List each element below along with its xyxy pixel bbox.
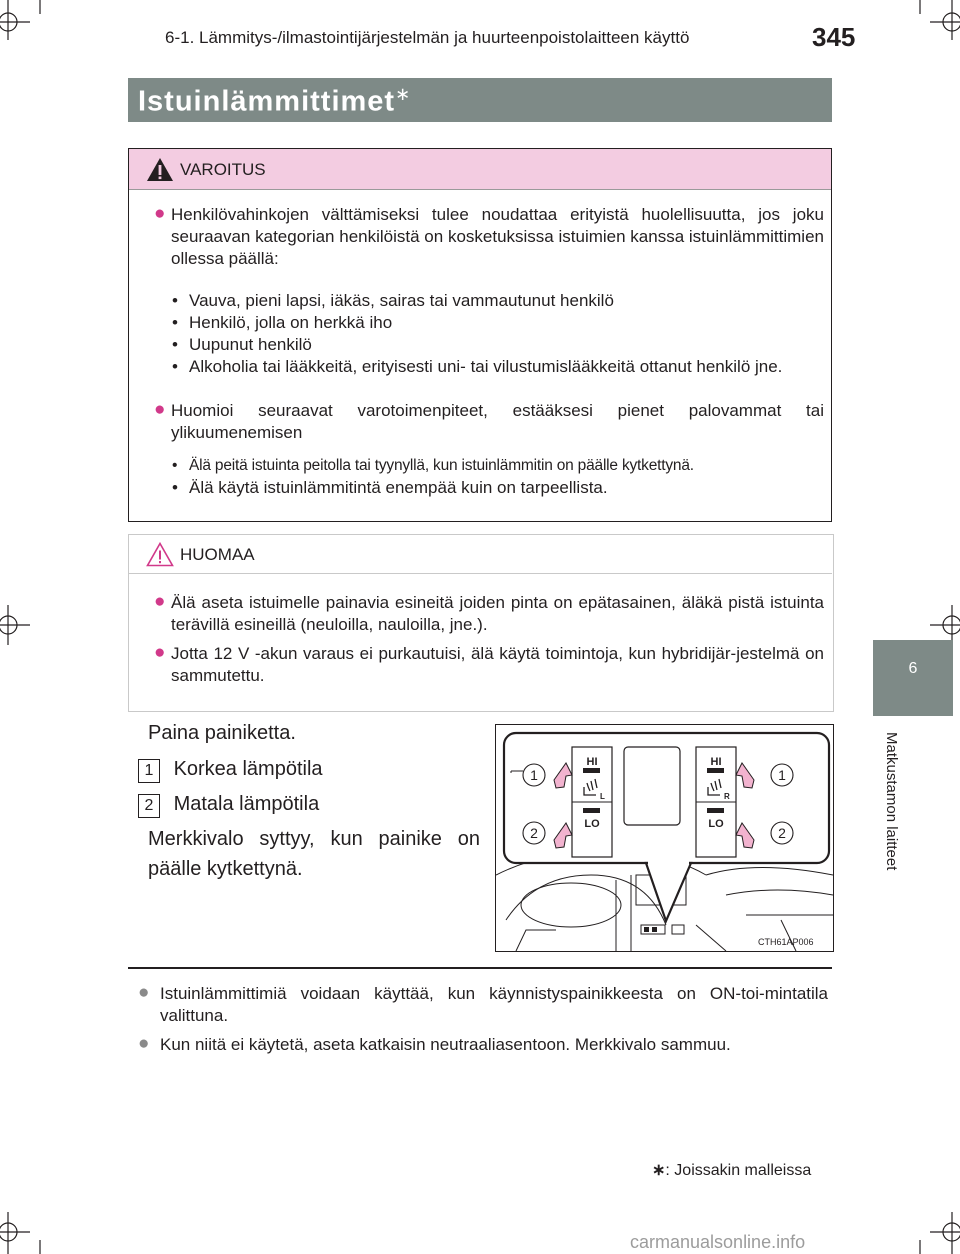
callout-1-right: 1: [778, 767, 786, 783]
bullet-icon: ●: [154, 203, 166, 224]
notice-item: [148, 643, 824, 687]
step-number: 1: [138, 759, 160, 783]
indicator-text: Merkkivalo syttyy, kun painike on: [148, 828, 480, 850]
footnote: ∗: Joissakin malleissa: [652, 1162, 812, 1179]
step-item: [138, 793, 319, 818]
lo-label-right: LO: [708, 818, 724, 830]
notice-item-text: Jotta 12 V -akun varaus ei purkautuisi, älä käytä toimintoja, kun hybridijär-jestelmä on sammutettu.: [171, 644, 824, 685]
bullet-icon: ●: [154, 591, 166, 612]
step-item: [138, 758, 323, 783]
notice-heading: HUOMAA: [180, 545, 255, 564]
instruction-intro: Paina painiketta.: [148, 722, 296, 744]
callout-2-left: 2: [530, 825, 538, 841]
note-text: Kun niitä ei käytetä, aseta katkaisin neutraaliasentoon. Merkkivalo sammuu.: [160, 1035, 731, 1054]
warning-item-text: Huomioi seuraavat varotoimenpiteet, estääksesi pienet palovammat tai ylikuumenemisen: [171, 401, 824, 442]
warning-heading: VAROITUS: [180, 160, 266, 179]
seat-heater-illustration: [495, 724, 834, 952]
figure-code: CTH61AP006: [758, 937, 814, 947]
page-number: 345: [812, 22, 856, 52]
bullet-icon: ●: [138, 982, 150, 1003]
step-label: Matala lämpötila: [173, 793, 320, 815]
notice-item-text: Älä aseta istuimelle painavia esineitä joiden pinta on epätasainen, äläkä pistä istuinta terävillä esineillä (neuloilla, nauloilla, jne.).: [171, 593, 824, 634]
watermark: carmanualsonline.info: [630, 1232, 806, 1252]
hi-label-right: HI: [710, 756, 722, 768]
running-title: 6-1. Lämmitys-/ilmastointijärjestelmän ja huurteenpoistolaitteen käyttö: [165, 28, 690, 47]
warning-triangle-icon: [146, 157, 174, 182]
section-divider: [128, 967, 832, 969]
hi-label-left: HI: [586, 756, 598, 768]
step-number: 2: [138, 794, 160, 818]
dashboard-drawing: [496, 725, 833, 951]
left-seat-letter: L: [600, 792, 605, 801]
notice-item: [148, 592, 824, 636]
warning-item: [148, 204, 824, 270]
note-item: [138, 983, 828, 1027]
caution-triangle-icon: [146, 542, 174, 567]
callout-2-right: 2: [778, 825, 786, 841]
warning-item: [148, 400, 824, 444]
step-label: Korkea lämpötila: [173, 758, 323, 780]
right-seat-letter: R: [724, 792, 730, 801]
section-title: Istuinlämmittimet∗: [138, 84, 412, 118]
bullet-icon: ●: [154, 642, 166, 663]
bullet-icon: ●: [138, 1033, 150, 1054]
note-item: [138, 1034, 838, 1056]
chapter-number: 6: [908, 660, 918, 677]
callout-1-left: 1: [530, 767, 538, 783]
warning-subitem: • Vauva, pieni lapsi, iäkäs, sairas tai vammautunut henkilö • Henkilö, jolla on herkkä iho • Uupunut henkilö • Alkoholia tai lääkkeitä, erityisesti uni- tai vilustumislääkkeitä ottanut henkilö jne.: [172, 291, 783, 376]
chapter-label: Matkustamon laitteet: [883, 732, 900, 871]
warning-item-text: Henkilövahinkojen välttämiseksi tulee noudattaa erityistä huolellisuutta, jos joku seuraavan kategorian henkilöistä on kosketuksissa istuimien kanssa istuinlämmittimien ollessa päällä:: [171, 205, 824, 268]
bullet-icon: ●: [154, 399, 166, 420]
indicator-text-continued: päälle kytkettynä.: [148, 858, 303, 880]
chapter-tab: [873, 640, 953, 716]
note-text: Istuinlämmittimiä voidaan käyttää, kun käynnistyspainikkeesta on ON-toi-mintatila valittuna.: [160, 984, 828, 1025]
lo-label-left: LO: [584, 818, 600, 830]
warning-subitem: • Älä peitä istuinta peitolla tai tyynyllä, kun istuinlämmitin on päälle kytkettynä. • Älä käytä istuinlämmitintä enempää kuin on tarpeellista.: [172, 457, 694, 497]
